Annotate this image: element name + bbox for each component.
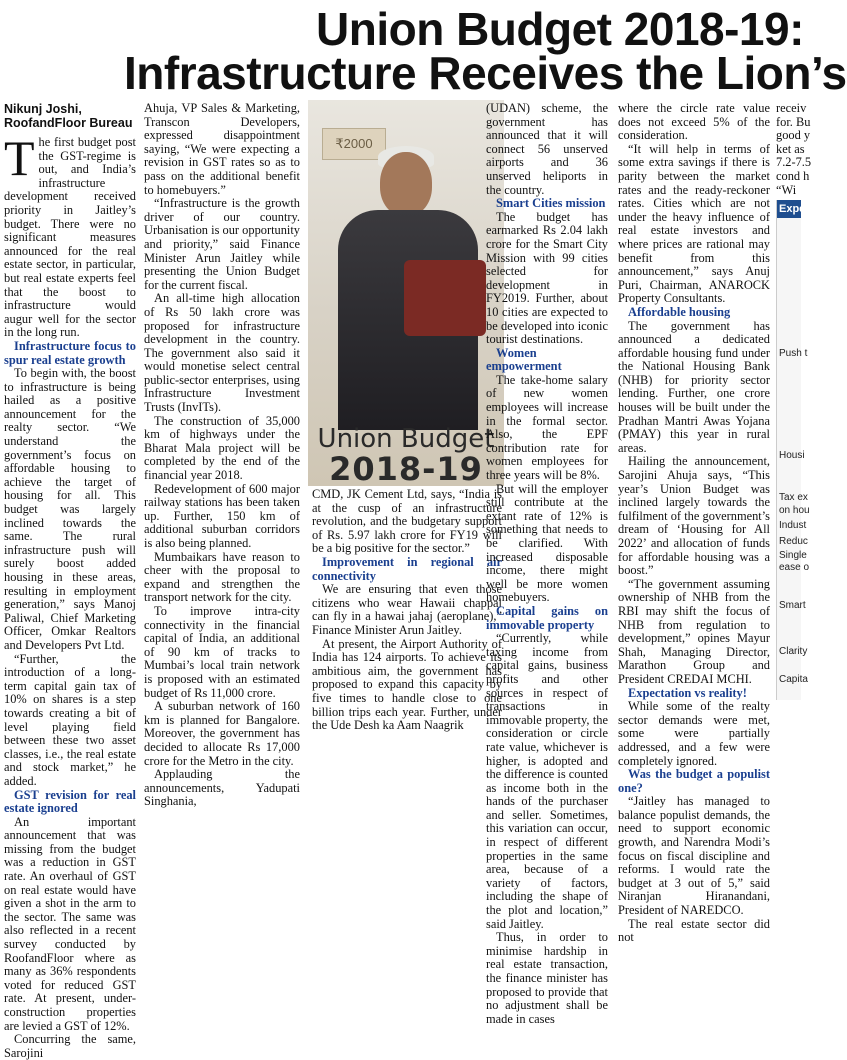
paragraph: “It will help in terms of some extra savings if there is parity between the market rates and the ready-reckoner rates. Cities which are not under the heavy influence of real estate investors and where prices are rational may benefit from this announcement,” says Anuj Puri, Chairman, ANAROCK Property Consultants. [618,141,770,306]
subhead: Improvement in regional air connectivity [312,554,502,583]
paragraph: Thus, in order to minimise hardship in real estate transaction, the finance minister has proposed to provide that no adjustment shall be made in cases [486,930,608,1026]
column-4 [486,101,608,1026]
paragraph: The construction of 35,000 km of highways under the Bharat Mala project will be completed by the end of the financial year 2018. [144,413,300,483]
paragraph: The budget has earmarked Rs 2.04 lakh crore for the Smart City Mission with 99 cities selected for development in FY2019. Further, about 10 cities are expected to be developed into iconic tourist destinations. [486,209,608,347]
subhead: Smart Cities mission [496,196,606,211]
sidebox-item: Single [779,550,807,561]
paragraph: A suburban network of 160 km is planned for Bangalore. Moreover, the government has decided to allocate Rs 17,000 crore for the Metro in the city. [144,699,300,768]
drop-cap: T [4,130,35,186]
edge-line: good y [776,128,811,143]
headline-line-2: Infrastructure Receives the Lion’s [124,47,847,99]
sidebox-item: on hou [779,505,810,516]
paragraph: An all-time high allocation of Rs 50 lakh crore was proposed for infrastructure development in the country. The government also said it would monetise select central public-sector enterprises, using Infrastructure Investment Trusts (InvITs). [144,291,300,415]
sidebox-item: Capita [779,674,808,685]
paragraph: Redevelopment of 600 major railway stations has been taken up. Further, 150 km of additional suburban corridors is also being planned. [144,481,300,550]
subhead: GST revision for real estate ignored [4,787,136,816]
paragraph: But will the employer still contribute at the extant rate of 12% is something that needs to be clarified. With increased disposable income, there might well be more women homebuyers. [486,481,608,605]
head-shape [380,152,432,216]
paragraph: Applauding the announcements, Yadupati Singhania, [144,767,300,809]
paragraph: At present, the Airport Authority of India has 124 airports. To achieve its ambitious aim, the government has proposed to expand this capacity by five times to handle close to one billion trips each year. Further, under the Ude Desh ka Aam Naagrik [312,636,502,733]
sidebox-item: Clarity [779,646,808,657]
subhead: Capital gains on immovable property [486,603,608,632]
paragraph: While some of the realty sector demands were met, some were partially addressed, and a few were completely ignored. [618,699,770,768]
banknote-icon: ₹2000 [322,128,386,160]
paragraph: The government has announced a dedicated affordable housing fund under the National Housing Bank (NHB) for priority sector lending. Further, one crore houses will be built under the Pradhan Mantri Awas Yojana (PMAY) this year in rural areas. [618,318,770,455]
sidebox-item: Indust [779,520,807,531]
paragraph: To begin with, the boost to infrastructure is being hailed as a positive announcement for the realty sector. “We understand the government’s focus on affordable housing to achieve the target of housing for all. This budget was largely inclined towards the same. The rural infrastructure push will surely boost added housing in these areas, resulting in employment generation,” says Manoj Paliwal, Chief Marketing Officer, Omkar Realtors and Developers Pvt Ltd. [4,366,136,652]
subhead: Was the budget a populist one? [618,767,770,795]
headline-line-1: Union Budget 2018-19: [316,3,804,55]
paragraph: “Jaitley has managed to balance populist demands, the need to support economic growth, and Narendra Modi’s focus on fiscal discipline and reforms. I would rate the budget at 3 out of 5,” said Niranjan Hiranandani, President of NAREDCO. [618,794,770,918]
sidebox-item: Push t [779,348,808,359]
column-3 [312,487,502,733]
paragraph: “Currently, while taxing income from capital gains, business profits and other sources in respect of transactions in immovable property, the consideration or circle rate value, whichever is higher, is adopted and the difference is counted as income both in the hands of the purchaser and seller. Sometimes, this variation can occur, in respect of different properties in the same area, because of a variety of factors, including the shape of the plot and location,” said Jaitley. [486,631,608,931]
edge-line: for. Bu [776,114,811,129]
paragraph: “Infrastructure is the growth driver of our country. Urbanisation is our opportunity and priority,” said Finance Minister Arun Jaitley while presenting the Union Budget for the current fiscal. [144,196,300,292]
byline [4,102,136,130]
paragraph: CMD, JK Cement Ltd, says, “India is at the cusp of an infrastructure revolution, and the budgetary support of Rs. 5.97 lakh crore for FY19 will be a big positive for the sector.” [312,487,502,556]
paragraph: The take-home salary of new women employees will increase in the formal sector. Also, the EPF contribution rate for women employees for three years will be 8%. [486,372,608,483]
photo-caption-year: 2018-19 [329,450,483,488]
paragraph: The real estate sector did not [618,916,770,945]
edge-line: ket as [776,141,805,156]
paragraph: Mumbaikars have reason to cheer with the proposal to expand and strengthen the transport network for the city. [144,549,300,605]
subhead: Affordable housing [628,304,731,319]
author-name: Nikunj Joshi, [4,102,82,116]
lead-paragraph: The first budget post the GST-regime is out, and India’s infrastructure development received priority in Jaitley’s budget. There were no significant measures announced for the real estate sector, in particular, but real estate experts feel that the boost to infrastructure would augur well for the sector in the long run. [4,130,136,340]
sidebox-item: ease o [779,562,810,573]
subhead: Infrastructure focus to spur real estate growth [4,338,136,367]
paragraph: We are ensuring that even those citizens who wear Hawaii chappal can fly in a hawai jahaj (aeroplane),” Finance Minister Arun Jaitley. [312,582,502,637]
edge-line: 7.2-7.5 [776,155,812,170]
paragraph: where the circle rate value does not exceed 5% of the consideration. [618,101,770,143]
column-6-partial [776,101,812,197]
sidebox-title: Expe [777,200,801,218]
sidebox-item: Housi [779,450,805,461]
sidebox-item: Smart [779,600,806,611]
headline [0,0,847,100]
finance-minister-photo [308,100,504,486]
paragraph: An important announcement that was missing from the budget was a reduction in GST rate. An overhaul of GST on real estate would have given a shot in the arm to the sector. The same was also reflected in a recent survey conducted by RoofandFloor where as many as 36% respondents voted for reduced GST rate. At present, under-construction properties are levied a GST of 12%. [4,814,136,1033]
edge-line: receiv [776,101,807,115]
subhead: Women empowerment [486,345,562,374]
paragraph: (UDAN) scheme, the government has announced that it will connect 56 unserved airports and 36 unserved heliports in the country. [486,101,608,197]
column-1 [4,102,136,1060]
paragraph: To improve intra-city connectivity in the financial capital of India, an additional of 90 km of tracks to Mumbai’s local train network is proposed with an estimated budget of Rs 11,000 crore. [144,603,300,700]
subhead: Expectation vs reality! [628,685,747,700]
paragraph: “The government assuming ownership of NHB from the RBI may shift the focus of NHB from regulation to development,” opines Mayur Shah, Managing Director, Marathon Group and President CREDAI MCHI. [618,576,770,686]
sidebox-item: Tax ex [779,492,808,503]
photo-caption-title: Union Budget [317,424,495,454]
column-2 [144,101,300,809]
paragraph: Concurring the same, Sarojini [4,1032,136,1060]
budget-briefcase-icon [404,260,486,336]
paragraph: “Further, the introduction of a long-term capital gain tax of 10% on shares is a step towards creating a bit of level playing field between these two asset classes, i.e., the real estate and stock market,” he added. [4,651,136,788]
paragraph: Hailing the announcement, Sarojini Ahuja says, “This year’s Union Budget was inclined largely towards the fulfilment of the government’s dream of ‘Housing for All 2022’ and allocation of funds for affordable housing was a boost.” [618,454,770,578]
expectations-sidebox [776,200,810,700]
edge-line: cond h [776,168,810,183]
edge-line: “Wi [776,182,797,197]
column-5 [618,101,770,945]
sidebox-item: Reduc [779,536,808,547]
paragraph: Ahuja, VP Sales & Marketing, Transcon Developers, expressed disappointment saying, “We were expecting a revision in GST rates so as to pass on the additional benefit to homebuyers.” [144,101,300,197]
author-bureau: RoofandFloor Bureau [4,116,133,130]
